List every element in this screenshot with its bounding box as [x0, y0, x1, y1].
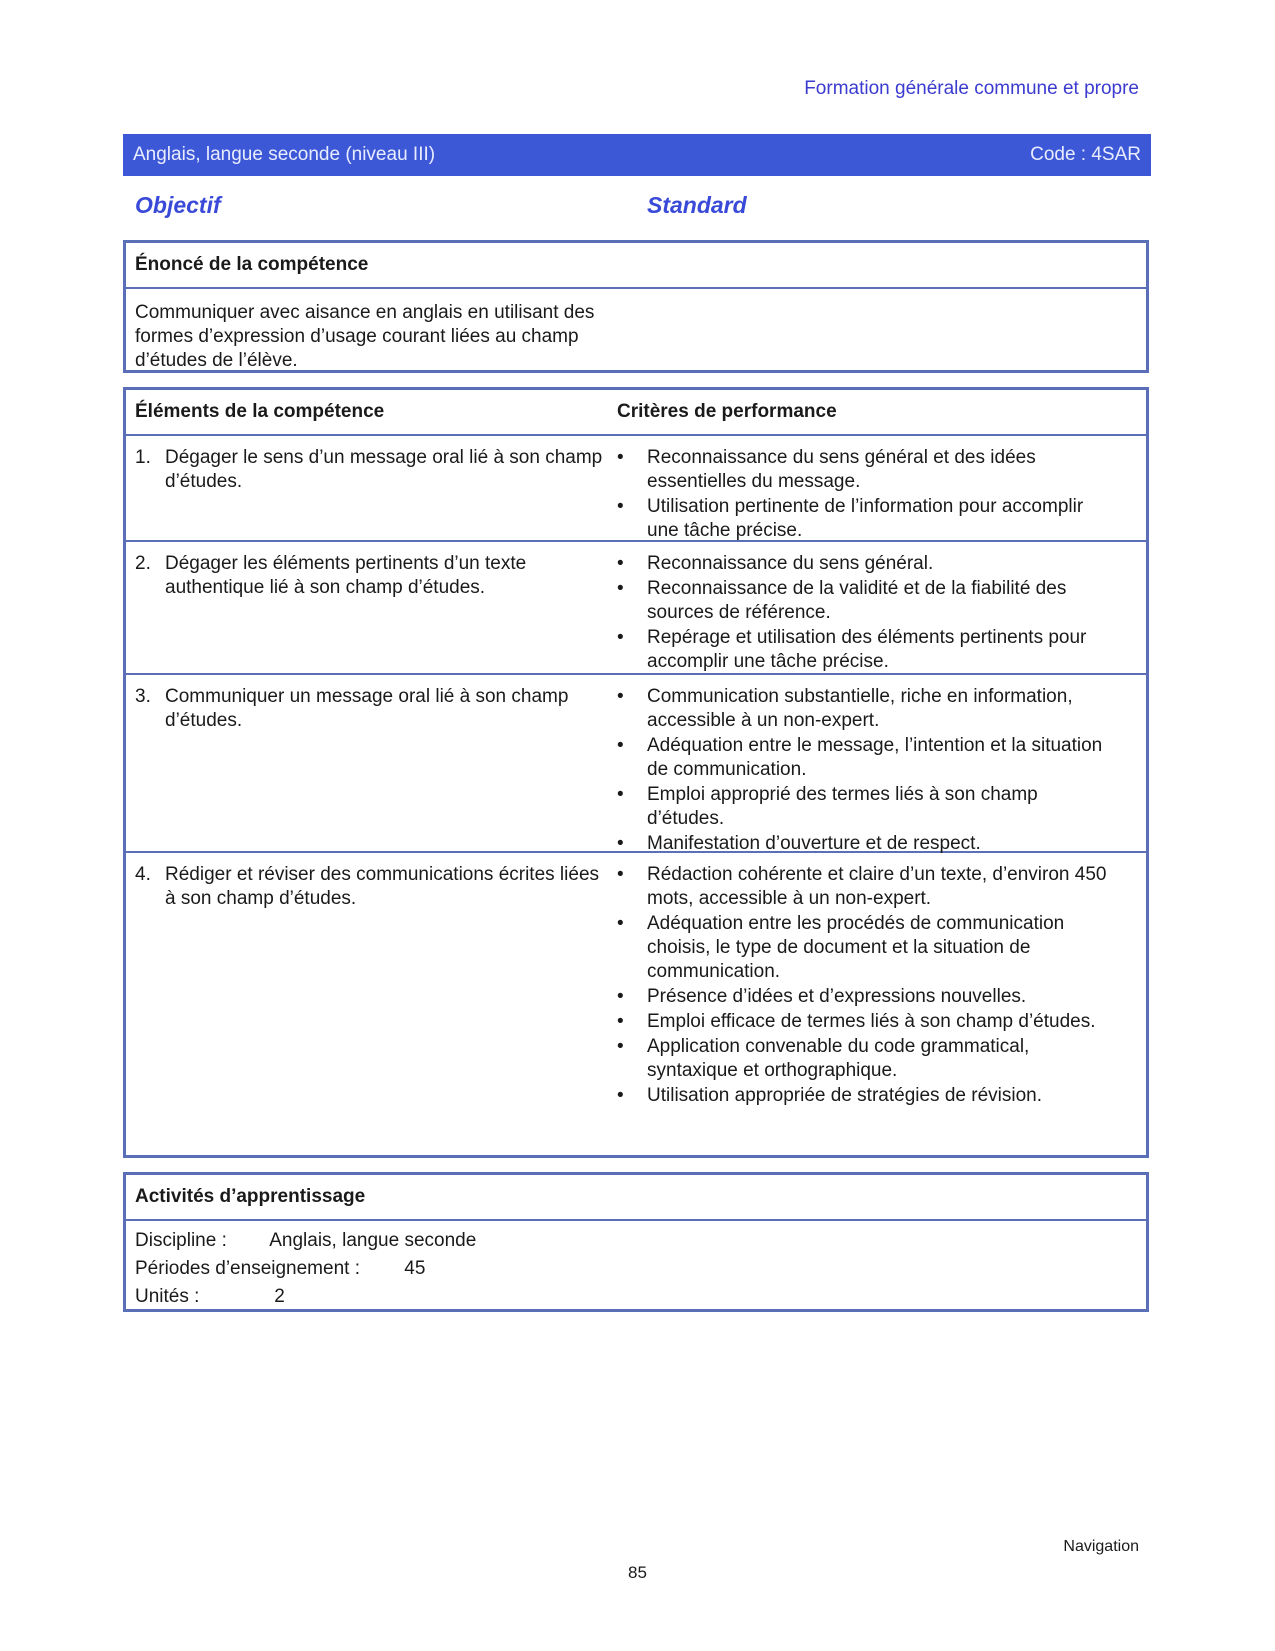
discipline-label: Discipline :: [135, 1230, 227, 1251]
criterion-item: • Emploi approprié des termes liés à son champ d’études.: [617, 783, 1107, 831]
element-number: 2.: [135, 553, 151, 574]
objectif-label: Objectif: [135, 192, 221, 218]
criteria-list: [617, 446, 1107, 543]
periodes-line: [135, 1255, 1137, 1283]
discipline-line: [135, 1227, 1137, 1255]
criterion-item: • Reconnaissance du sens général.: [617, 552, 1107, 576]
element-text: Communiquer un message oral lié à son champ d’études.: [165, 686, 569, 731]
criteria-list: [617, 863, 1107, 1108]
element-row-1: [126, 436, 1146, 542]
criterion-item: • Repérage et utilisation des éléments pertinents pour accomplir une tâche précise.: [617, 626, 1107, 674]
criterion-item: • Emploi efficace de termes liés à son champ d’études.: [617, 1010, 1107, 1034]
objectif-standard-heading: [135, 192, 1145, 224]
element-row-2: [126, 542, 1146, 675]
standard-label: Standard: [647, 192, 747, 218]
course-title: Anglais, langue seconde (niveau III): [133, 144, 436, 165]
elements-header: [126, 390, 1146, 436]
unites-line: [135, 1283, 1137, 1311]
criterion-item: • Rédaction cohérente et claire d’un texte, d’environ 450 mots, accessible à un non-expert.: [617, 863, 1107, 911]
enonce-text: Communiquer avec aisance en anglais en utilisant des formes d’expression d’usage courant liées au champ d’études de l’élève.: [135, 302, 595, 371]
criterion-item: • Reconnaissance du sens général et des idées essentielles du message.: [617, 446, 1107, 494]
criterion-item: • Reconnaissance de la validité et de la fiabilité des sources de référence.: [617, 577, 1107, 625]
element-number: 4.: [135, 864, 151, 885]
criteria-list: [617, 552, 1107, 674]
criterion-item: • Adéquation entre le message, l’intention et la situation de communication.: [617, 734, 1107, 782]
course-code: Code : 4SAR: [1030, 144, 1141, 165]
periodes-label: Périodes d’enseignement :: [135, 1258, 360, 1279]
unites-label: Unités :: [135, 1286, 200, 1307]
criteria-list: [617, 685, 1107, 856]
criterion-item: • Manifestation d’ouverture et de respect.: [617, 832, 1107, 856]
periodes-value: 45: [404, 1258, 426, 1279]
activites-box: [123, 1172, 1149, 1312]
enonce-heading: Énoncé de la compétence: [135, 254, 369, 275]
criterion-item: • Communication substantielle, riche en information, accessible à un non-expert.: [617, 685, 1107, 733]
element-row-4: [126, 853, 1146, 1133]
discipline-value: Anglais, langue seconde: [269, 1230, 477, 1251]
element-text: Dégager le sens d’un message oral lié à son champ d’études.: [165, 447, 603, 492]
enonce-header: [126, 243, 1146, 289]
criterion-item: • Adéquation entre les procédés de communication choisis, le type de document et la situation de communication.: [617, 912, 1107, 984]
element-row-3: [126, 675, 1146, 853]
elements-heading: Éléments de la compétence: [135, 401, 385, 422]
criterion-item: • Application convenable du code grammatical, syntaxique et orthographique.: [617, 1035, 1107, 1083]
activites-heading: Activités d’apprentissage: [135, 1186, 366, 1207]
criterion-item: • Utilisation appropriée de stratégies de révision.: [617, 1084, 1107, 1108]
element-number: 3.: [135, 686, 151, 707]
activites-info: [126, 1221, 1146, 1317]
course-bar: [123, 134, 1151, 176]
element-text: Rédiger et réviser des communications écrites liées à son champ d’études.: [165, 864, 600, 909]
element-number: 1.: [135, 447, 151, 468]
criterion-item: • Présence d’idées et d’expressions nouvelles.: [617, 985, 1107, 1009]
criteres-heading: Critères de performance: [617, 401, 837, 422]
element-text: Dégager les éléments pertinents d’un texte authentique lié à son champ d’études.: [165, 553, 527, 598]
enonce-box: [123, 240, 1149, 373]
elements-box: [123, 387, 1149, 1158]
navigation-link[interactable]: Navigation: [1063, 1538, 1139, 1555]
activites-header: [126, 1175, 1146, 1221]
page-number: 85: [628, 1563, 647, 1582]
program-title: Formation générale commune et propre: [804, 78, 1139, 99]
unites-value: 2: [274, 1286, 285, 1307]
criterion-item: • Utilisation pertinente de l’information pour accomplir une tâche précise.: [617, 495, 1107, 543]
